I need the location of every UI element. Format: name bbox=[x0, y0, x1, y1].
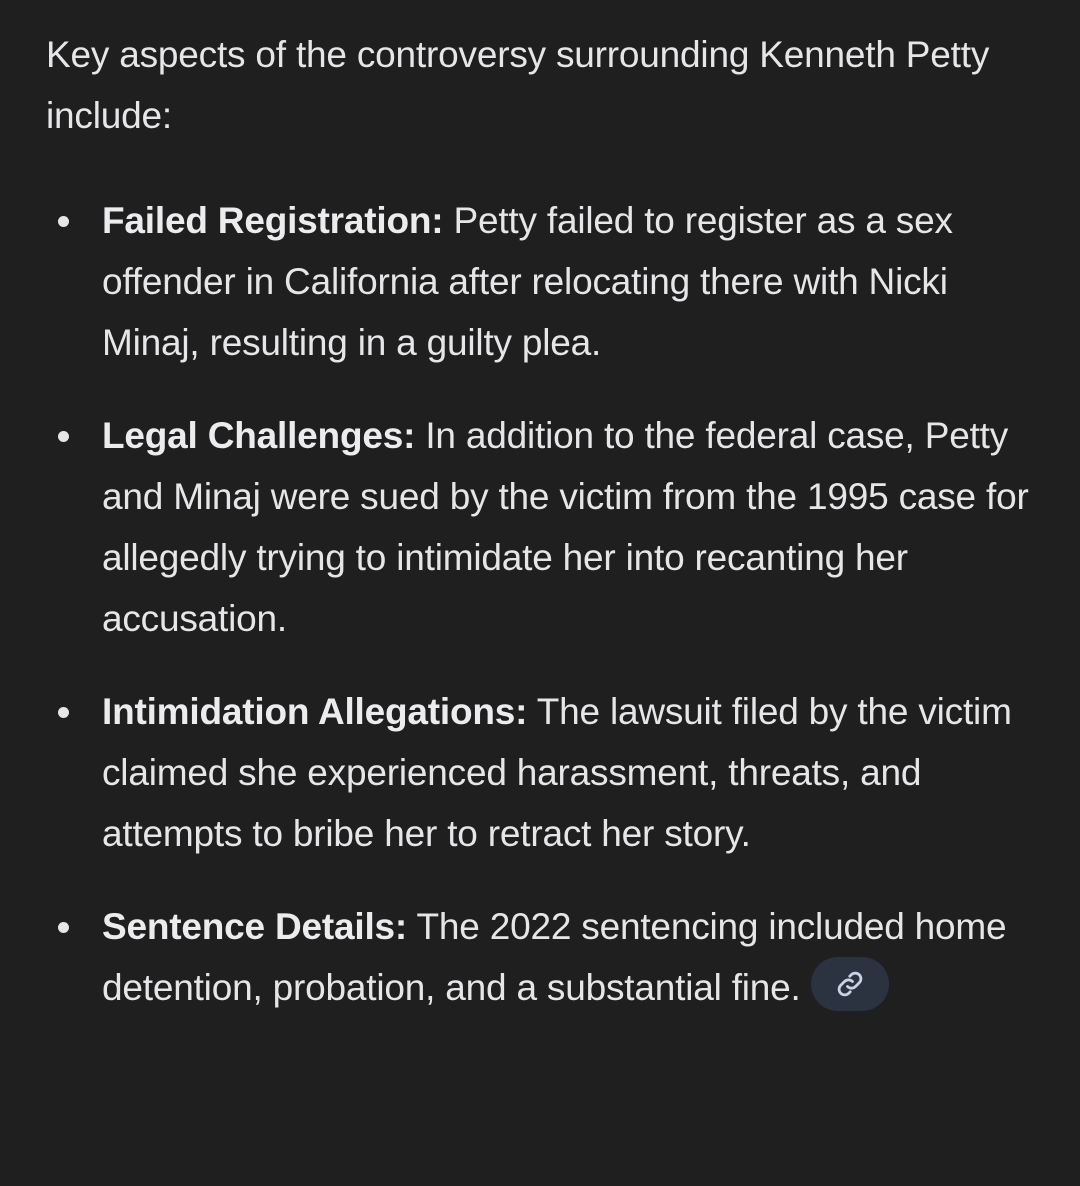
bullet-dot bbox=[58, 216, 69, 227]
response-content bbox=[46, 24, 1036, 1008]
list-item bbox=[46, 405, 1036, 649]
source-link-button[interactable] bbox=[811, 957, 889, 1011]
list-item bbox=[46, 190, 1036, 373]
bullet-text: The lawsuit filed by the victim claimed she experienced harassment, threats, and attempts to bribe her to retract her story. bbox=[102, 691, 1012, 854]
bullet-dot bbox=[58, 922, 69, 933]
bullet-title: Legal Challenges: bbox=[102, 415, 416, 456]
bullet-text: Petty failed to register as a sex offender in California after relocating there with Nicki Minaj, resulting in a guilty plea. bbox=[102, 200, 953, 363]
link-icon bbox=[835, 969, 865, 999]
bullet-title: Failed Registration: bbox=[102, 200, 444, 241]
bullet-dot bbox=[58, 431, 69, 442]
intro-paragraph: Key aspects of the controversy surrounding Kenneth Petty include: bbox=[46, 34, 990, 136]
bullet-title: Sentence Details: bbox=[102, 906, 408, 947]
bullet-list bbox=[46, 190, 1036, 1050]
list-item bbox=[46, 896, 1036, 1018]
bullet-title: Intimidation Allegations: bbox=[102, 691, 528, 732]
bullet-text: The 2022 sentencing included home detention, probation, and a substantial fine. bbox=[102, 906, 1007, 1008]
bullet-text: In addition to the federal case, Petty and Minaj were sued by the victim from the 1995 case for allegedly trying to intimidate her into recanting her accusation. bbox=[102, 415, 1029, 639]
list-item bbox=[46, 681, 1036, 864]
bullet-dot bbox=[58, 707, 69, 718]
